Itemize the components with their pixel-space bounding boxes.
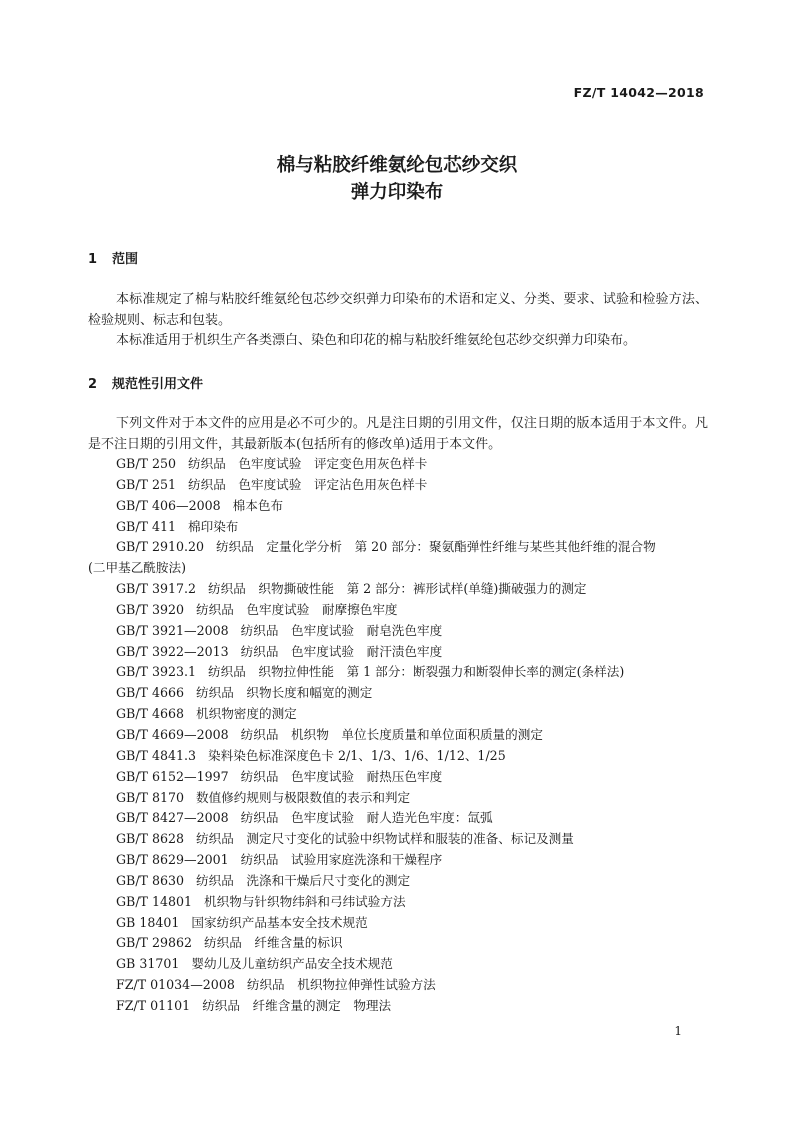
- reference-item: [88, 621, 708, 642]
- reference-item: [88, 788, 708, 809]
- reference-code: GB/T 3922—2013: [116, 643, 229, 659]
- reference-code: GB/T 6152—1997: [116, 768, 229, 784]
- reference-code: GB/T 8170: [116, 789, 185, 805]
- reference-code: FZ/T 01101: [116, 997, 191, 1013]
- section-1-paragraph-1: 本标准规定了棉与粘胶纤维氨纶包芯纱交织弹力印染布的术语和定义、分类、要求、试验和检验方法、检验规则、标志和包装。: [88, 292, 708, 328]
- reference-title: 纺织品 色牢度试验 评定沾色用灰色样卡: [188, 476, 428, 492]
- reference-code: GB/T 4841.3: [116, 747, 197, 763]
- reference-code: GB 31701: [116, 956, 180, 972]
- standard-code: FZ/T 14042—2018: [573, 85, 704, 100]
- reference-item: [88, 913, 708, 934]
- title-line-1: 棉与粘胶纤维氨纶包芯纱交织: [276, 155, 518, 176]
- reference-title: 纺织品 洗涤和干燥后尺寸变化的测定: [196, 872, 411, 888]
- reference-item: [88, 829, 708, 850]
- reference-list: [88, 454, 708, 1017]
- reference-title: 染料染色标准深度色卡 2/1、1/3、1/6、1/12、1/25: [208, 747, 506, 763]
- reference-code: GB/T 29862: [116, 935, 193, 951]
- reference-code: GB/T 251: [116, 476, 176, 492]
- section-1-paragraph-2: 本标准适用于机织生产各类漂白、染色和印花的棉与粘胶纤维氨纶包芯纱交织弹力印染布。: [116, 333, 637, 348]
- reference-code: GB/T 14801: [116, 893, 193, 909]
- reference-item: [88, 600, 708, 621]
- reference-title: 纺织品 试验用家庭洗涤和干燥程序: [240, 852, 443, 868]
- reference-item: [88, 496, 708, 517]
- section-1-number: 1: [88, 252, 98, 267]
- reference-code: GB/T 411: [116, 518, 176, 534]
- reference-code: GB/T 3917.2: [116, 581, 197, 597]
- reference-code: GB/T 8630: [116, 872, 185, 888]
- reference-code: GB/T 3921—2008: [116, 622, 229, 638]
- reference-title: 纺织品 色牢度试验 评定变色用灰色样卡: [188, 456, 428, 471]
- reference-item: [88, 517, 708, 538]
- reference-item: [88, 871, 708, 892]
- reference-item: [88, 892, 708, 913]
- reference-item: [88, 662, 708, 683]
- reference-title: 纺织品 织物撕破性能 第 2 部分：裤形试样(单缝)撕破强力的测定: [208, 581, 587, 597]
- reference-item: [88, 996, 708, 1017]
- title-line-2: 弹力印染布: [350, 182, 444, 203]
- reference-title: 纺织品 织物拉伸性能 第 1 部分：断裂强力和断裂伸长率的测定(条样法): [208, 664, 625, 680]
- reference-title-continuation: (二甲基乙酰胺法): [88, 560, 186, 576]
- section-2-title: 规范性引用文件: [112, 377, 204, 392]
- reference-item: [88, 975, 708, 996]
- reference-item: [88, 954, 708, 975]
- reference-code: GB/T 250: [116, 456, 176, 471]
- reference-title: 纺织品 纤维含量的测定 物理法: [202, 997, 392, 1013]
- reference-code: GB 18401: [116, 914, 180, 930]
- reference-title: 纺织品 定量化学分析 第 20 部分：聚氨酯弹性纤维与某些其他纤维的混合物: [216, 539, 656, 555]
- reference-code: GB/T 3923.1: [116, 664, 197, 680]
- reference-title: 纺织品 纤维含量的标识: [204, 935, 343, 951]
- reference-title: 纺织品 色牢度试验 耐热压色牢度: [240, 768, 443, 784]
- reference-item: [88, 537, 708, 579]
- reference-code: GB/T 2910.20: [116, 539, 205, 555]
- reference-title: 棉印染布: [188, 518, 239, 534]
- section-1-heading: [88, 248, 138, 267]
- reference-title: 纺织品 机织物 单位长度质量和单位面积质量的测定: [240, 726, 543, 742]
- reference-code: GB/T 4668: [116, 706, 185, 722]
- reference-title: 纺织品 色牢度试验 耐摩擦色牢度: [196, 601, 398, 617]
- reference-title: 纺织品 色牢度试验 耐汗渍色牢度: [240, 643, 443, 659]
- reference-item: [88, 475, 708, 496]
- reference-code: GB/T 8427—2008: [116, 810, 229, 826]
- reference-title: 纺织品 机织物拉伸弹性试验方法: [246, 977, 436, 993]
- reference-title: 数值修约规则与极限数值的表示和判定: [196, 789, 411, 805]
- reference-title: 纺织品 织物长度和幅宽的测定: [196, 685, 373, 701]
- reference-title: 国家纺织产品基本安全技术规范: [191, 914, 368, 930]
- section-2-intro: 下列文件对于本文件的应用是必不可少的。凡是注日期的引用文件，仅注日期的版本适用于本文件。凡是不注日期的引用文件，其最新版本(包括所有的修改单)适用于本文件。: [88, 416, 708, 452]
- reference-title: 纺织品 色牢度试验 耐人造光色牢度：氙弧: [240, 810, 493, 826]
- reference-item: [88, 683, 708, 704]
- reference-code: GB/T 8628: [116, 831, 185, 847]
- reference-item: [88, 808, 708, 829]
- reference-code: GB/T 4666: [116, 685, 185, 701]
- reference-code: GB/T 406—2008: [116, 497, 221, 513]
- reference-code: GB/T 4669—2008: [116, 726, 229, 742]
- page-number: 1: [674, 1024, 682, 1038]
- reference-item: [88, 579, 708, 600]
- reference-item: [88, 725, 708, 746]
- reference-code: FZ/T 01034—2008: [116, 977, 235, 993]
- reference-code: GB/T 8629—2001: [116, 852, 229, 868]
- section-2-number: 2: [88, 377, 98, 392]
- reference-title: 机织物密度的测定: [196, 706, 297, 722]
- section-2-heading: [88, 373, 203, 392]
- reference-item: [88, 704, 708, 725]
- reference-item: [88, 746, 708, 767]
- reference-item: [88, 642, 708, 663]
- reference-item: [88, 454, 708, 475]
- reference-title: 纺织品 色牢度试验 耐皂洗色牢度: [240, 622, 443, 638]
- reference-title: 机织物与针织物纬斜和弓纬试验方法: [204, 893, 406, 909]
- reference-title: 棉本色布: [232, 497, 284, 513]
- reference-title: 纺织品 测定尺寸变化的试验中织物试样和服装的准备、标记及测量: [196, 831, 574, 847]
- reference-item: [88, 850, 708, 871]
- reference-code: GB/T 3920: [116, 601, 185, 617]
- reference-item: [88, 767, 708, 788]
- reference-item: [88, 933, 708, 954]
- reference-title: 婴幼儿及儿童纺织产品安全技术规范: [191, 956, 393, 972]
- section-1-title: 范围: [112, 252, 139, 267]
- document-title: [0, 152, 794, 206]
